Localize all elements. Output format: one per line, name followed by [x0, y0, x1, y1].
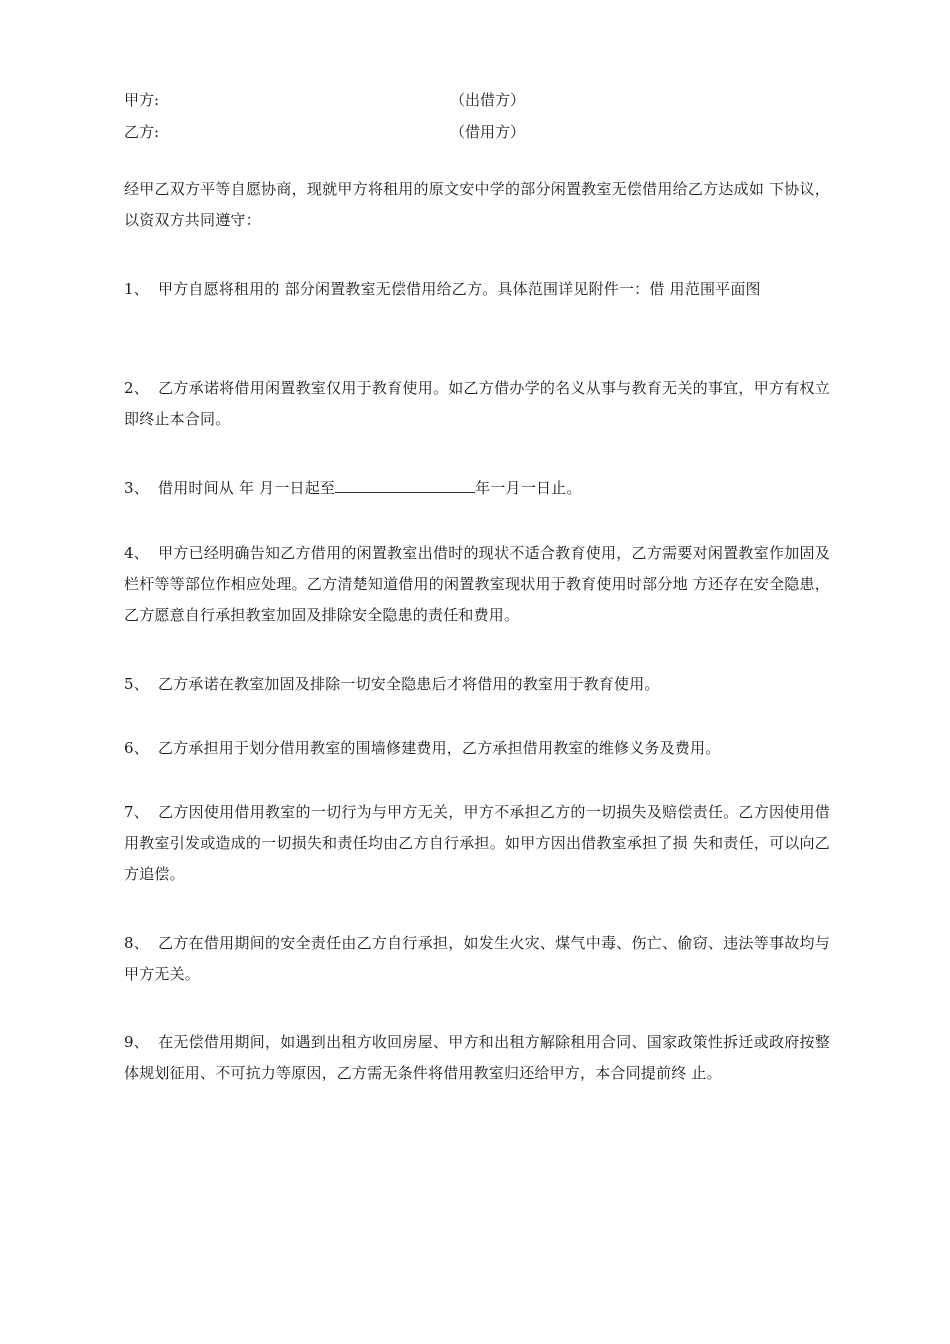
clause-5 [124, 669, 830, 700]
clause-text: 甲方自愿将租用的 部分闲置教室无偿借用给乙方。具体范围详见附件一：借 用范围平面图 [158, 280, 761, 298]
clause-text: 甲方已经明确告知乙方借用的闲置教室出借时的现状不适合教育使用，乙方需要对闲置教室作加固及栏杆等等部位作相应处理。乙方清楚知道借用的闲置教室现状用于教育使用时部分地 方还存在安全隐患，乙方愿意自行承担教室加固及排除安全隐患的责任和费用。 [124, 544, 830, 624]
party-a-line [124, 90, 526, 110]
clause-number: 4、 [124, 544, 149, 562]
clause-number: 7、 [124, 803, 149, 821]
clause-text: 乙方承担用于划分借用教室的围墙修建费用，乙方承担借用教室的维修义务及费用。 [158, 739, 721, 757]
clause-7 [124, 797, 830, 890]
clause-text: 乙方在借用期间的安全责任由乙方自行承担，如发生火灾、煤气中毒、伤亡、偷窃、违法等事故均与甲方无关。 [124, 934, 830, 983]
clause-text-after: 年一月一日止。 [475, 479, 582, 497]
clause-2 [124, 373, 830, 435]
clause-text: 乙方因使用借用教室的一切行为与甲方无关，甲方不承担乙方的一切损失及赔偿责任。乙方因使用借用教室引发或造成的一切损失和责任均由乙方自行承担。如甲方因出借教室承担了损 失和责任，可以向乙方追偿。 [124, 803, 830, 883]
clause-number: 2、 [124, 379, 149, 397]
clause-number: 8、 [124, 934, 149, 952]
clause-text: 乙方承诺将借用闲置教室仅用于教育使用。如乙方借办学的名义从事与教育无关的事宜，甲方有权立即终止本合同。 [124, 379, 830, 428]
clause-3 [124, 473, 830, 504]
clause-text-before: 借用时间从 年 月一日起至 [158, 479, 336, 497]
party-b-role: （借用方） [450, 123, 526, 141]
party-a-role: （出借方） [450, 91, 526, 109]
clause-text: 在无偿借用期间，如遇到出租方收回房屋、甲方和出租方解除租用合同、国家政策性拆迁或政府按整体规划征用、不可抗力等原因，乙方需无条件将借用教室归还给甲方，本合同提前终 止。 [124, 1033, 830, 1082]
clause-4 [124, 538, 830, 631]
clause-number: 6、 [124, 739, 149, 757]
party-b-label: 乙方: [124, 123, 160, 141]
clause-6 [124, 733, 830, 764]
clause-number: 5、 [124, 675, 149, 693]
clause-1 [124, 274, 830, 305]
clause-text: 乙方承诺在教室加固及排除一切安全隐患后才将借用的教室用于教育使用。 [158, 675, 660, 693]
date-blank-line [335, 478, 475, 493]
clause-number: 9、 [124, 1033, 149, 1051]
clause-9 [124, 1027, 830, 1089]
party-a-label: 甲方: [124, 91, 160, 109]
clause-number: 1、 [124, 280, 149, 298]
party-b-line [124, 122, 526, 142]
clause-number: 3、 [124, 479, 149, 497]
clause-8 [124, 928, 830, 990]
intro-paragraph: 经甲乙双方平等自愿协商，现就甲方将租用的原文安中学的部分闲置教室无偿借用给乙方达成如 下协议，以资双方共同遵守： [124, 180, 830, 229]
